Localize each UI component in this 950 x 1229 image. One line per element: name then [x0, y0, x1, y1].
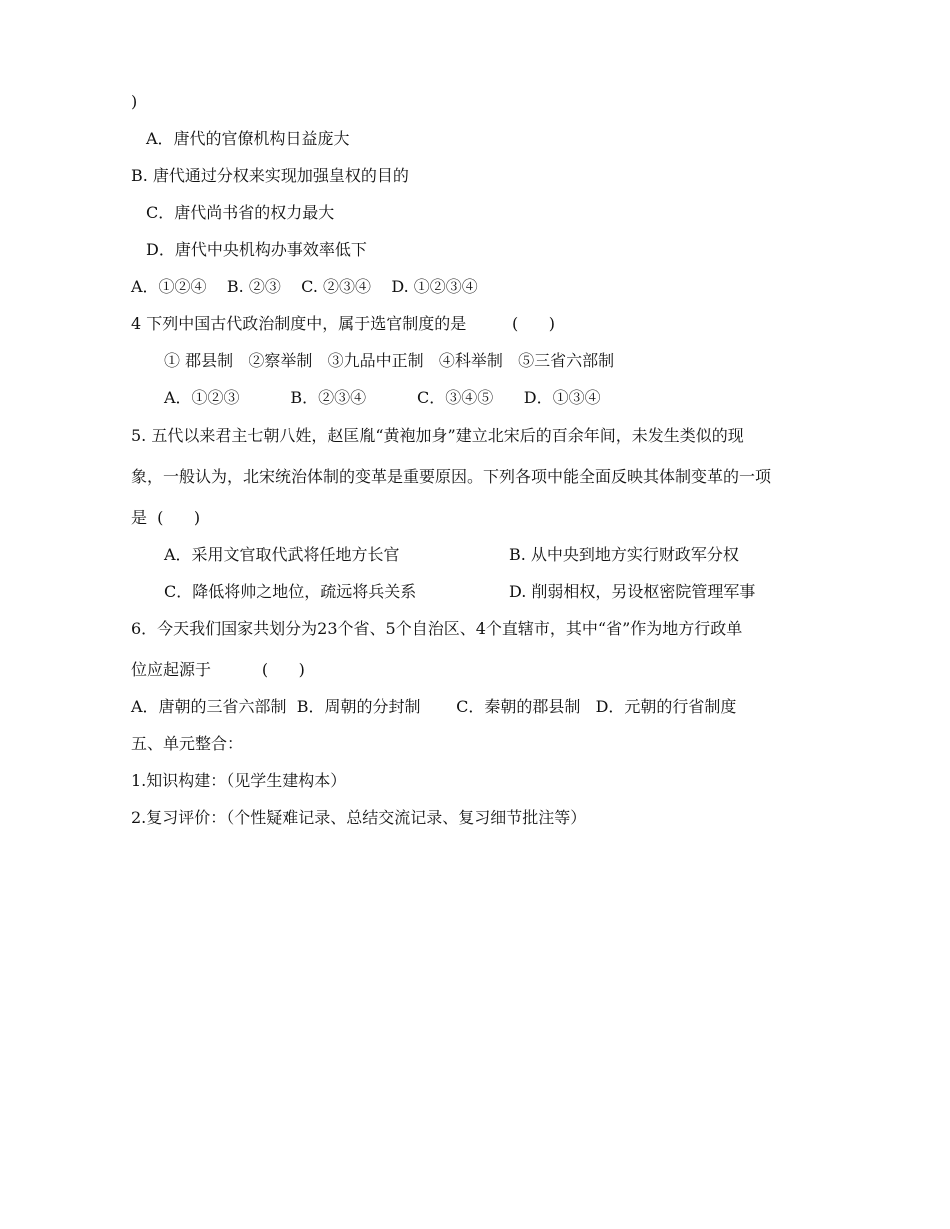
section5-item1: 1.知识构建：（见学生建构本）: [131, 771, 347, 790]
q5-option-c: C．降低将帅之地位，疏远将兵关系: [164, 582, 417, 601]
q6-stem-line2: 位应起源于 ( ): [131, 660, 305, 679]
q3-close-paren: ): [131, 92, 138, 111]
q5-option-a: A．采用文官取代武将任地方长官: [164, 545, 400, 564]
q3-option-a: A．唐代的官僚机构日益庞大: [146, 129, 350, 148]
q5-stem-line1: 5. 五代以来君主七朝八姓，赵匡胤“黄袍加身”建立北宋后的百余年间，未发生类似的现: [131, 426, 744, 445]
q6-stem-line1: 6．今天我们国家共划分为23个省、5个自治区、4个直辖市，其中“省”作为地方行政单: [131, 619, 743, 638]
section5-item2: 2.复习评价：（个性疑难记录、总结交流记录、复习细节批注等）: [131, 808, 587, 827]
q5-option-b: B. 从中央到地方实行财政军分权: [509, 545, 739, 564]
q4-combos: A．①②③ B．②③④ C．③④⑤ D．①③④: [164, 388, 601, 407]
q6-options: A．唐朝的三省六部制 B．周朝的分封制 C．秦朝的郡县制 D．元朝的行省制度: [131, 697, 737, 716]
q5-stem-line3: 是 ( ): [131, 508, 201, 527]
q4-stem: 4 下列中国古代政治制度中，属于选官制度的是 ( ): [131, 314, 556, 333]
q5-option-d: D. 削弱相权，另设枢密院管理军事: [509, 582, 756, 601]
q5-stem-line2: 象，一般认为，北宋统治体制的变革是重要原因。下列各项中能全面反映其体制变革的一项: [131, 467, 772, 486]
q4-items: ① 郡县制 ②察举制 ③九品中正制 ④科举制 ⑤三省六部制: [164, 351, 615, 370]
section5-heading: 五、单元整合：: [131, 734, 244, 753]
q3-combos: A．①②④ B. ②③ C. ②③④ D. ①②③④: [131, 277, 478, 296]
q3-option-b: B. 唐代通过分权来实现加强皇权的目的: [131, 166, 409, 185]
q3-option-d: D．唐代中央机构办事效率低下: [146, 240, 367, 259]
q3-option-c: C．唐代尚书省的权力最大: [146, 203, 335, 222]
